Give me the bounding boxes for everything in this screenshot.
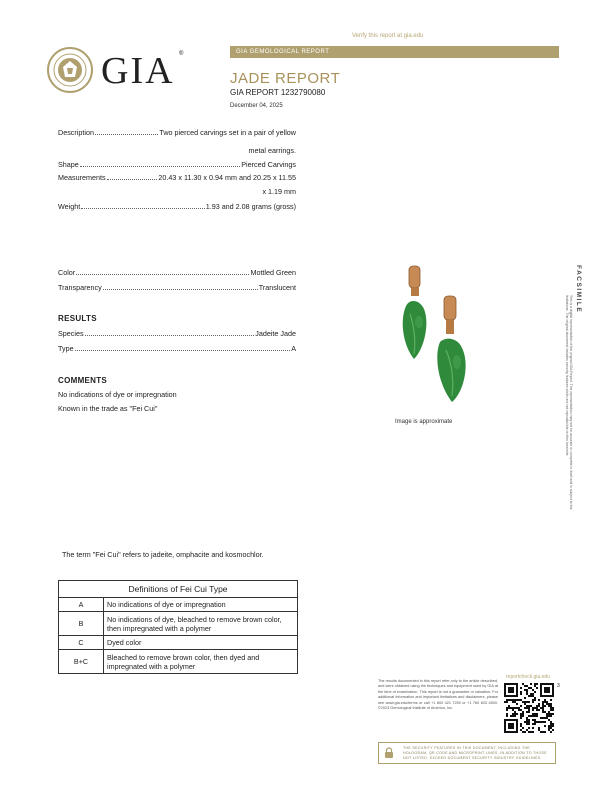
field-label: Transparency [58, 283, 102, 292]
table-row [59, 612, 298, 636]
type-desc: Bleached to remove brown color, then dyed and impregnated with a polymer [104, 650, 298, 674]
field-label: Color [58, 268, 76, 277]
field-label: Species [58, 329, 84, 338]
qr-number: 3 [557, 683, 560, 689]
field-color [58, 268, 296, 278]
field-label: Description [58, 128, 94, 137]
field-measurements [58, 173, 296, 183]
report-title: JADE REPORT [230, 70, 341, 87]
type-code: B [59, 612, 104, 636]
field-description [58, 128, 296, 138]
field-measurements-cont: x 1.19 mm [262, 187, 296, 196]
table-row [59, 636, 298, 650]
image-caption: Image is approximate [395, 419, 453, 425]
field-value: 20.43 x 11.30 x 0.94 mm and 20.25 x 11.55 [158, 173, 296, 182]
table-row [59, 598, 298, 612]
table-title: Definitions of Fei Cui Type [59, 581, 298, 598]
report-check-link[interactable]: reportcheck.gia.edu [506, 674, 550, 680]
field-label: Measurements [58, 173, 106, 182]
lock-icon [383, 747, 395, 759]
field-label: Shape [58, 160, 79, 169]
type-code: C [59, 636, 104, 650]
limitations-text: The results documented in this report refer only to the article described, and were obtained using the techniques and equipment used by GIA at the time of examination. This report is not a guarantee or valuation. For additional information and important limitations and disclaimers, please see www.gia.edu/terms or call +1 800 421 7250 or +1 760 603 4500. ©2023 Gemological Institute of America, Inc. [378, 679, 498, 711]
comment-line: Known in the trade as "Fei Cui" [58, 404, 158, 413]
report-type-bar: GIA GEMOLOGICAL REPORT [230, 46, 559, 58]
facsimile-title: FACSIMILE [575, 265, 582, 314]
field-transparency [58, 283, 296, 293]
field-value: Jadeite Jade [255, 329, 296, 338]
comment-line: No indications of dye or impregnation [58, 390, 177, 399]
field-value: A [291, 344, 296, 353]
comments-heading: COMMENTS [58, 376, 108, 385]
fei-cui-term: The term "Fei Cui" refers to jadeite, omphacite and kosmochlor. [62, 550, 264, 559]
security-text: THE SECURITY FEATURES IN THIS DOCUMENT, INCLUDING THE HOLOGRAM, QR CODE AND MICROPRINT LINES, IN ADDITION TO THOSE NOT LISTED, EXCEED DOCUMENT SECURITY INDUSTRY GUIDELINES. [403, 746, 547, 760]
type-code: B+C [59, 650, 104, 674]
field-species [58, 329, 296, 339]
fei-cui-definitions-table [58, 580, 298, 674]
table-row [59, 650, 298, 674]
field-value: Translucent [258, 283, 296, 292]
field-weight [58, 202, 296, 212]
field-type [58, 344, 296, 354]
field-description-cont: metal earrings. [248, 146, 296, 155]
right-earring [437, 296, 465, 402]
report-number: GIA REPORT 1232790080 [230, 88, 326, 97]
field-value: 1.93 and 2.08 grams (gross) [205, 202, 296, 211]
field-label: Weight [58, 202, 81, 211]
type-desc: No indications of dye or impregnation [104, 598, 298, 612]
results-heading: RESULTS [58, 314, 97, 323]
verify-link[interactable]: Verify this report at gia.edu [352, 33, 424, 39]
gia-wordmark: GIA [101, 50, 175, 92]
field-value: Two pierced carvings set in a pair of yellow [159, 128, 296, 137]
report-date: December 04, 2025 [230, 103, 283, 109]
gia-seal-icon [47, 47, 93, 93]
gia-logo [47, 47, 187, 95]
field-shape [58, 160, 296, 170]
earrings-image [400, 264, 480, 414]
left-earring [403, 266, 427, 359]
field-label: Type [58, 344, 74, 353]
field-value: Pierced Carvings [241, 160, 296, 169]
registered-mark: ® [179, 51, 184, 57]
security-notice [378, 742, 556, 764]
qr-code[interactable] [504, 683, 554, 733]
type-desc: Dyed color [104, 636, 298, 650]
type-desc: No indications of dye, bleached to remove brown color, then impregnated with a polymer [104, 612, 298, 636]
type-code: A [59, 598, 104, 612]
facsimile-notice [565, 265, 582, 510]
facsimile-text: This is a digital representation of the original GIA Report. This representation may not be accurate or complete in itself and is subject to the limitations. The original document includes security features which are not reproducible on this facsimile. [565, 295, 573, 510]
field-value: Mottled Green [250, 268, 296, 277]
